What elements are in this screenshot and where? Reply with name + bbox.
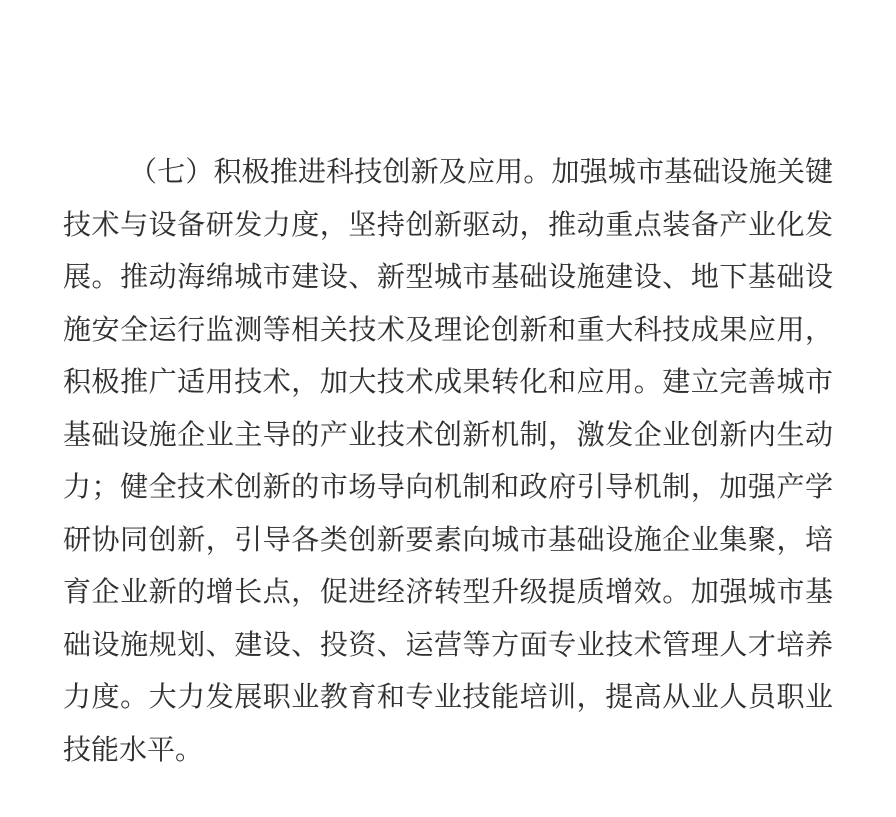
paragraph-line: 育企业新的增长点，促进经济转型升级提质增效。加强城市基 [63,575,833,608]
paragraph-line: 技能水平。 [63,732,204,766]
paragraph-line: 基础设施企业主导的产业技术创新机制，激发企业创新内生动 [63,417,833,451]
paragraph-line: 研协同创新，引导各类创新要素向城市基础设施企业集聚，培 [63,522,833,556]
paragraph-line: 积极推广适用技术，加大技术成果转化和应用。建立完善城市 [63,365,833,398]
paragraph-line: 力；健全技术创新的市场导向机制和政府引导机制，加强产学 [63,470,833,503]
paragraph-line: 础设施规划、建设、投资、运营等方面专业技术管理人才培养 [63,627,833,661]
paragraph [63,146,833,776]
paragraph-line: 施安全运行监测等相关技术及理论创新和重大科技成果应用， [63,312,833,346]
paragraph-line: （七）积极推进科技创新及应用。加强城市基础设施关键 [129,155,833,188]
paragraph-line: 力度。大力发展职业教育和专业技能培训，提高从业人员职业 [63,680,833,713]
paragraph-line: 展。推动海绵城市建设、新型城市基础设施建设、地下基础设 [63,260,833,293]
paragraph-line: 技术与设备研发力度，坚持创新驱动，推动重点装备产业化发 [63,207,833,241]
